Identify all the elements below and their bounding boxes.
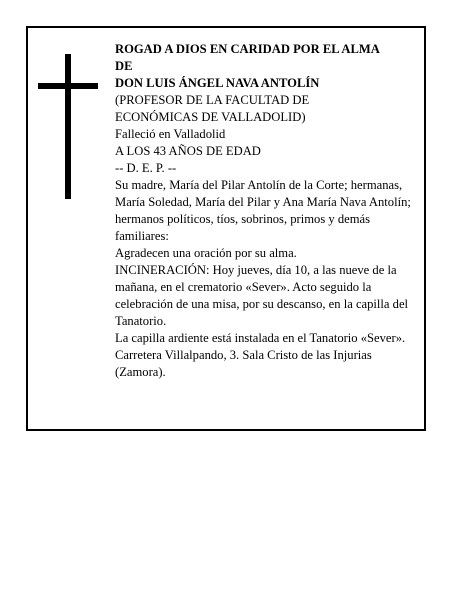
rest-in-peace: -- D. E. P. -- xyxy=(115,161,177,175)
heading-line-2: DE xyxy=(115,59,133,73)
latin-cross-icon xyxy=(38,54,98,199)
age-at-death: A LOS 43 AÑOS DE EDAD xyxy=(115,144,261,158)
obituary-notice xyxy=(26,26,426,431)
family-paragraph: Su madre, María del Pilar Antolín de la Corte; hermanas, María Soledad, María del Pilar y Ana María Nava Antolín; hermanos políticos, tíos, sobrinos, primos y demás familiares: xyxy=(115,178,411,243)
deceased-name: DON LUIS ÁNGEL NAVA ANTOLÍN xyxy=(115,76,320,90)
profession-line-2: ECONÓMICAS DE VALLADOLID) xyxy=(115,110,306,124)
cremation-paragraph: INCINERACIÓN: Hoy jueves, día 10, a las nueve de la mañana, en el crematorio «Sever». Acto seguido la celebración de una misa, por su descanso, en la capilla del Tanatorio. xyxy=(115,263,409,328)
notice-body xyxy=(115,41,423,381)
profession-line-1: (PROFESOR DE LA FACULTAD DE xyxy=(115,93,310,107)
cross-horizontal-bar xyxy=(38,83,98,89)
cross-vertical-bar xyxy=(65,54,71,199)
chapel-paragraph: La capilla ardiente está instalada en el Tanatorio «Sever». Carretera Villalpando, 3. Sala Cristo de las Injurias (Zamora). xyxy=(115,331,406,379)
thanks-paragraph: Agradecen una oración por su alma. xyxy=(115,246,297,260)
death-place: Falleció en Valladolid xyxy=(115,127,226,141)
heading-line-1: ROGAD A DIOS EN CARIDAD POR EL ALMA xyxy=(115,42,380,56)
